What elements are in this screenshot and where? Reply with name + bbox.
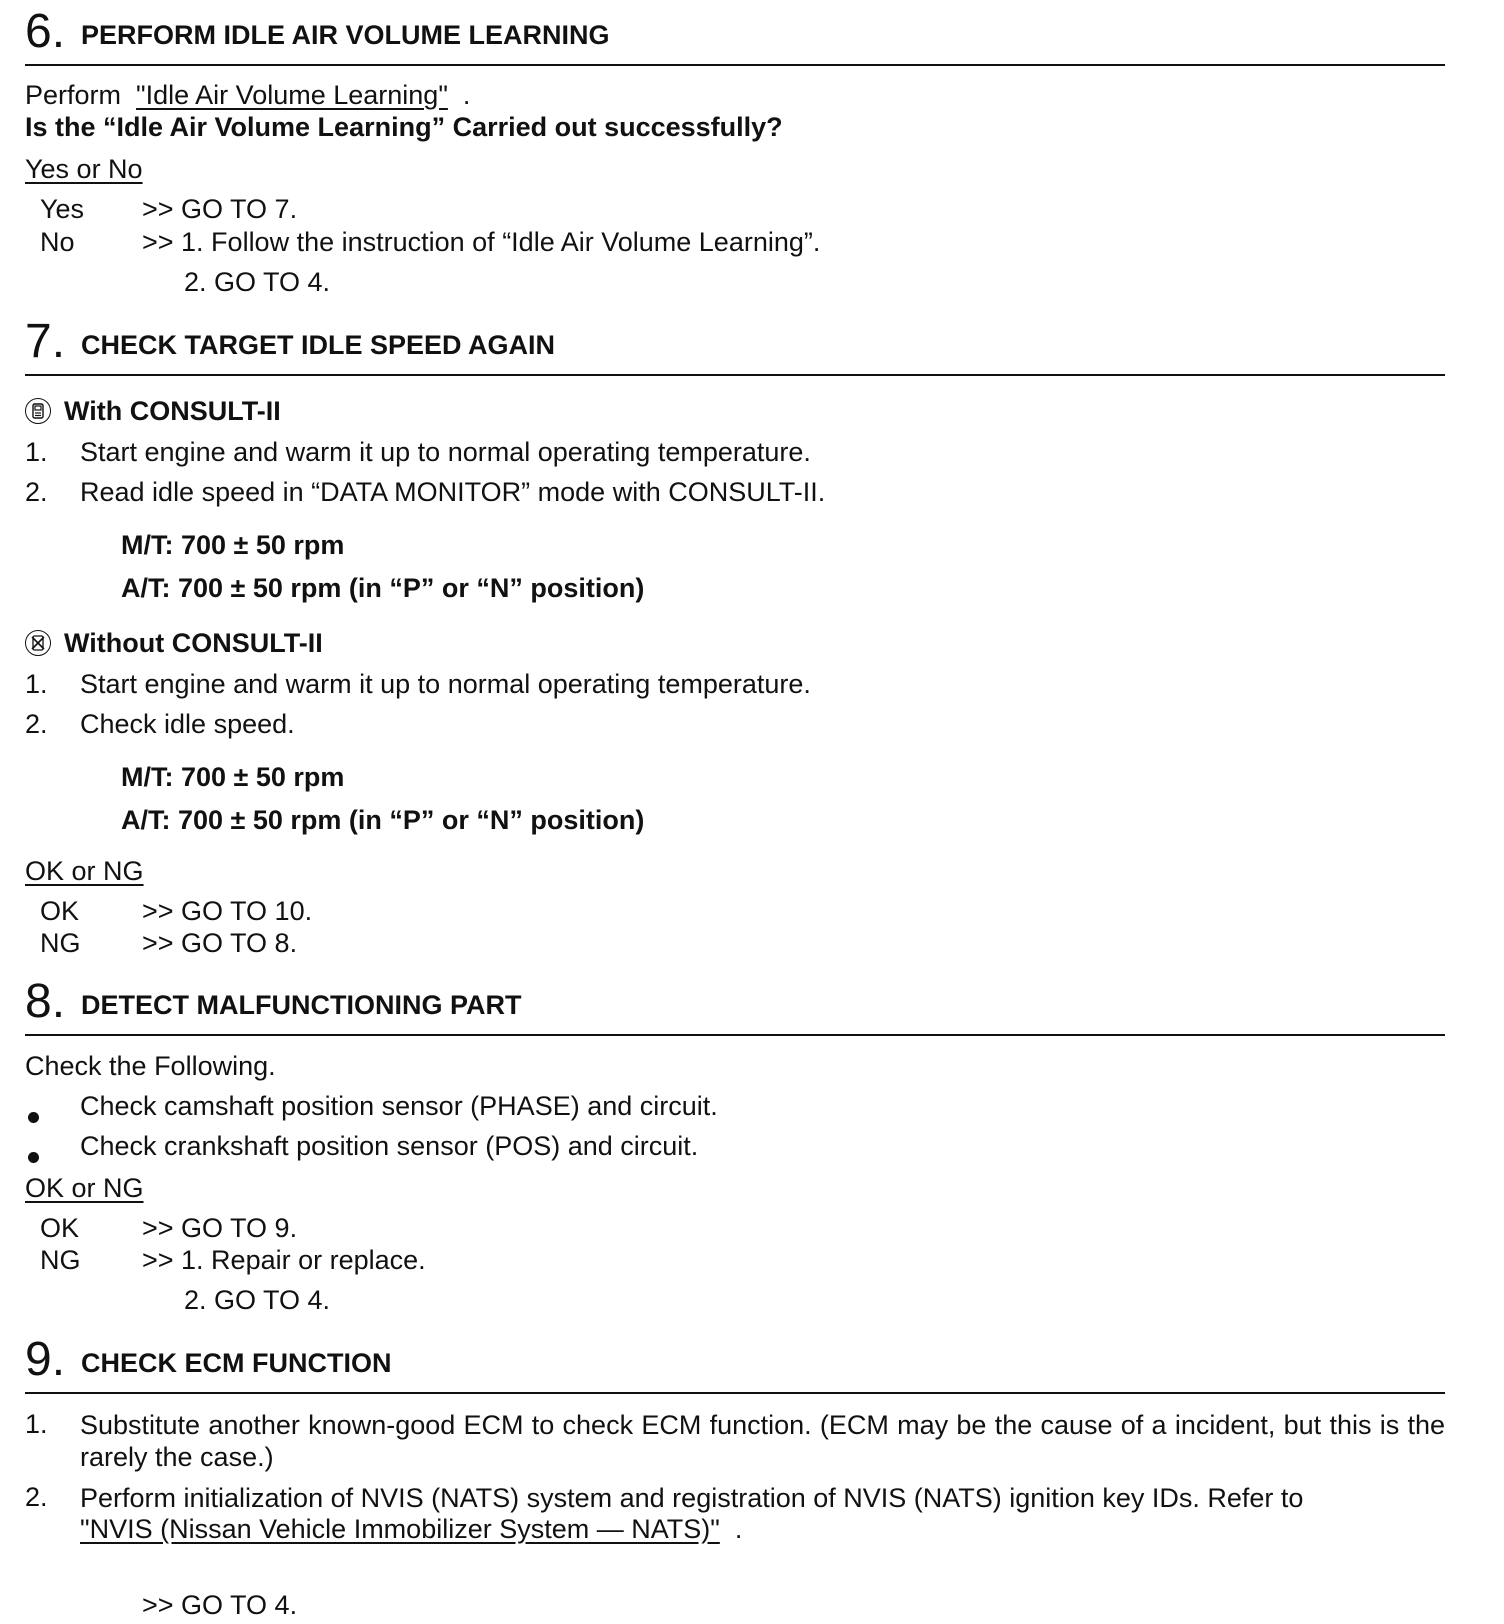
perform-line [25,80,470,111]
crossed-device-icon [30,635,46,651]
without-step-2-number: 2. [25,709,48,739]
section-8-rule [25,1034,1445,1036]
section-8-choice-label: OK or NG [25,1173,144,1203]
bullet-dot [28,1112,39,1123]
section-9-number: 9. [25,1333,66,1386]
yes-label: Yes [40,194,85,224]
section-7-title: CHECK TARGET IDLE SPEED AGAIN [81,330,556,360]
section-6-rule [25,64,1445,66]
s8-ok-label: OK [40,1213,80,1243]
s8-ng-label: NG [40,1245,81,1275]
s8-ng-action-step-2: 2. GO TO 4. [184,1285,331,1315]
spec-mt-2: M/T: 700 ± 50 rpm [121,762,345,792]
section-7-rule [25,374,1445,376]
without-step-2-text: Check idle speed. [80,709,295,739]
perform-suffix: . [462,80,471,110]
with-step-2-number: 2. [25,477,48,507]
s9-step-1-number: 1. [25,1409,48,1439]
section-6-title: PERFORM IDLE AIR VOLUME LEARNING [81,20,610,50]
spec-at-2: A/T: 700 ± 50 rpm (in “P” or “N” position) [121,805,645,835]
s9-step-2-link-line [80,1514,742,1545]
s9-step-2-suffix: . [734,1514,743,1544]
s9-step-2-text: Perform initialization of NVIS (NATS) system and registration of NVIS (NATS) ignition key IDs. Refer to [80,1483,1304,1513]
no-action: >> 1. Follow the instruction of “Idle Air Volume Learning”. [142,227,821,257]
without-consult-label: Without CONSULT-II [64,628,323,658]
s7-ok-action: >> GO TO 10. [142,896,313,926]
consult-tool-icon [25,398,51,424]
s7-ng-action: >> GO TO 8. [142,928,298,958]
s7-ok-label: OK [40,896,80,926]
section-9-title: CHECK ECM FUNCTION [81,1348,392,1378]
section-8-number: 8. [25,975,66,1028]
with-consult-label: With CONSULT-II [64,396,281,426]
without-step-1-number: 1. [25,669,48,699]
section-6-question: Is the “Idle Air Volume Learning” Carried out successfully? [25,112,783,142]
section-7-choice-label: OK or NG [25,856,144,886]
s8-ng-action: >> 1. Repair or replace. [142,1245,426,1275]
yes-action: >> GO TO 7. [142,194,298,224]
no-consult-tool-icon [25,630,51,656]
no-label: No [40,227,75,257]
spec-mt: M/T: 700 ± 50 rpm [121,530,345,560]
s9-final-action: >> GO TO 4. [142,1590,298,1620]
section-7-number: 7. [25,315,66,368]
s8-ok-action: >> GO TO 9. [142,1213,298,1243]
consult-device-icon [31,403,45,419]
section-9-rule [25,1392,1445,1394]
s9-step-1-text: Substitute another known-good ECM to check ECM function. (ECM may be the cause of a incident, but this is the rarely the case.) [80,1410,1445,1472]
section-6-choice-label: Yes or No [25,154,143,184]
bullet-item-1: Check camshaft position sensor (PHASE) and circuit. [80,1091,718,1121]
with-step-1-number: 1. [25,437,48,467]
with-step-1-text: Start engine and warm it up to normal operating temperature. [80,437,811,467]
s7-ng-label: NG [40,928,81,958]
perform-prefix: Perform [25,80,122,110]
with-step-2-text: Read idle speed in “DATA MONITOR” mode with CONSULT-II. [80,477,826,507]
idle-air-volume-learning-link[interactable]: "Idle Air Volume Learning" [136,80,448,110]
s9-step-2-number: 2. [25,1482,48,1512]
without-step-1-text: Start engine and warm it up to normal operating temperature. [80,669,811,699]
spec-at: A/T: 700 ± 50 rpm (in “P” or “N” position) [121,573,645,603]
section-8-title: DETECT MALFUNCTIONING PART [81,990,522,1020]
no-action-step-2: 2. GO TO 4. [184,267,331,297]
section-8-intro: Check the Following. [25,1051,276,1081]
bullet-dot [28,1152,39,1163]
section-6-number: 6. [25,5,66,58]
nvis-nats-link[interactable]: "NVIS (Nissan Vehicle Immobilizer System — NATS)" [80,1514,720,1544]
bullet-item-2: Check crankshaft position sensor (POS) and circuit. [80,1131,699,1161]
